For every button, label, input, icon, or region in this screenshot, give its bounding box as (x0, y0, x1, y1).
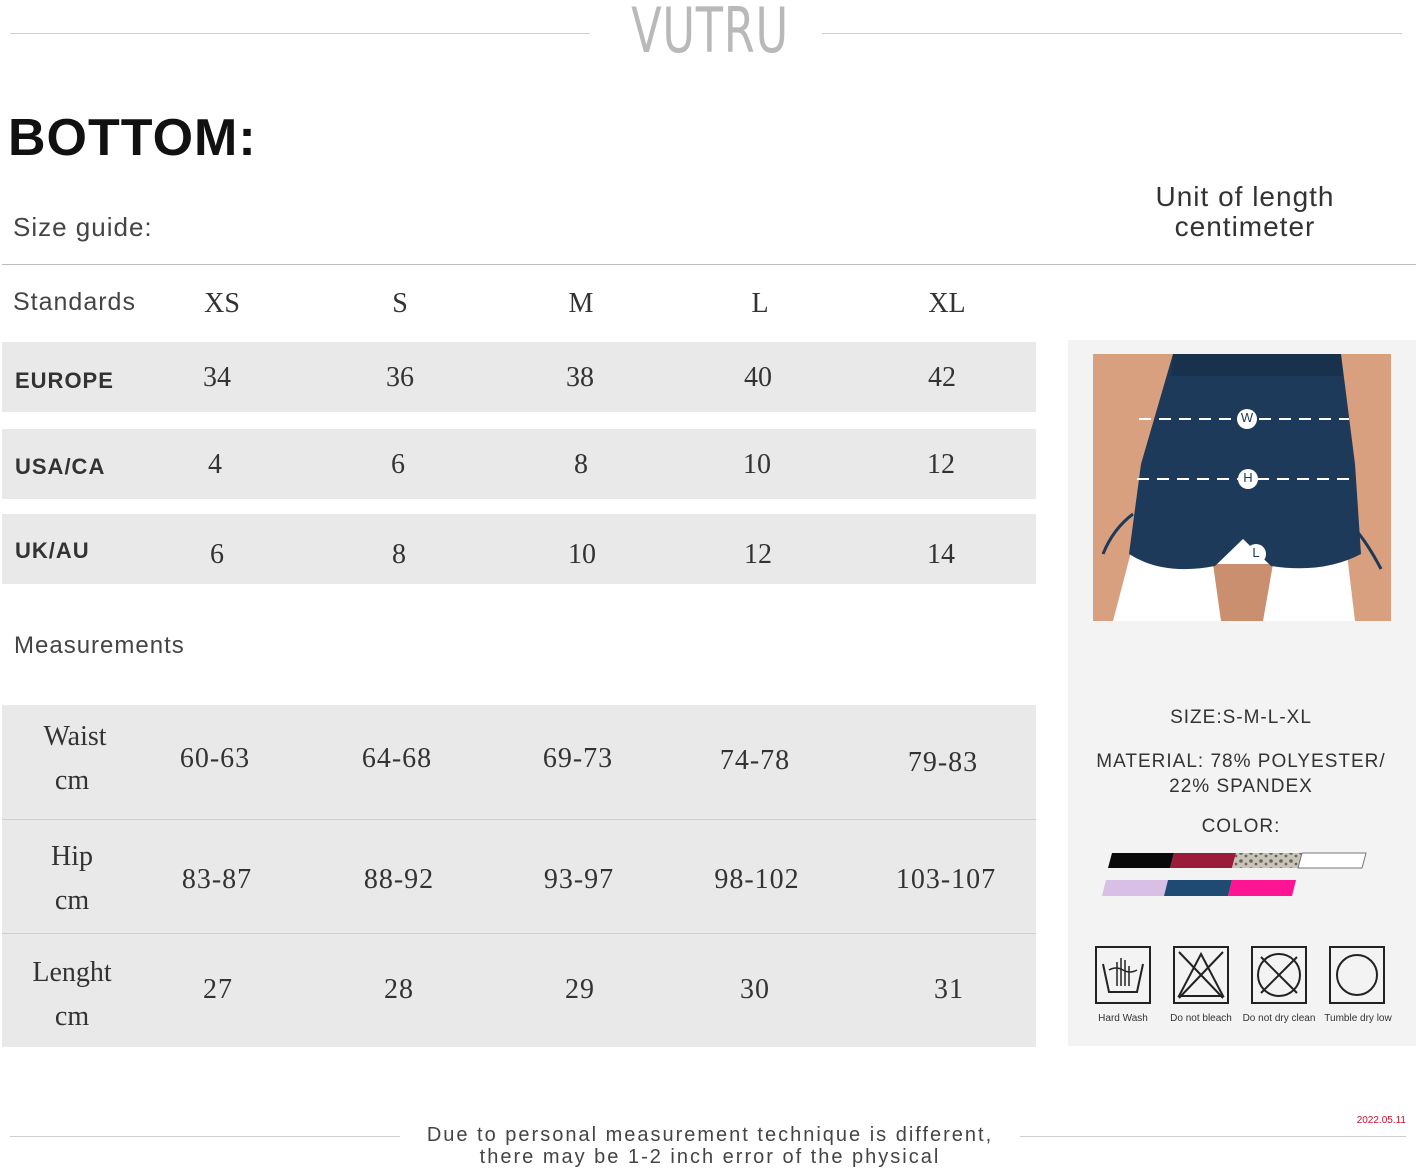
table-cell: 36 (386, 362, 414, 393)
header-rule-left (10, 33, 590, 34)
row-label: USA/CA (15, 454, 106, 479)
size-header-l: L (751, 288, 769, 319)
table-cell: 42 (928, 362, 956, 393)
swatch-pink (1228, 880, 1296, 896)
size-header-s: S (392, 288, 408, 319)
table-cell: 79-83 (907, 747, 979, 778)
section-divider (2, 264, 1416, 265)
table-cell: 31 (934, 974, 964, 1005)
header-rule-right (822, 33, 1402, 34)
table-cell: 12 (927, 449, 955, 480)
brand-logo: VUTRU (631, 0, 789, 67)
table-cell: 12 (744, 539, 772, 570)
table-cell: 30 (740, 974, 770, 1005)
swatch-burgundy (1170, 853, 1236, 868)
marker-hip: H (1243, 470, 1253, 485)
size-info: SIZE:S-M-L-XL (1170, 707, 1312, 728)
no-dry-clean-icon (1251, 946, 1307, 1004)
material-line-2: 22% SPANDEX (1169, 776, 1313, 797)
table-row-usa-ca (2, 429, 1036, 499)
tumble-dry-low-icon (1329, 946, 1385, 1004)
size-header-xs: XS (204, 288, 240, 319)
table-cell: 6 (210, 539, 224, 570)
table-cell: 40 (744, 362, 772, 393)
length-label (2, 951, 142, 1039)
measure-name: Lenght (32, 957, 112, 988)
table-cell: 14 (927, 539, 955, 570)
swatch-navy (1164, 880, 1232, 896)
measurements-label: Measurements (14, 632, 185, 659)
note-line-2: there may be 1-2 inch error of the physical (479, 1146, 941, 1168)
row-label: UK/AU (15, 538, 90, 563)
unit-line-2: centimeter (1174, 211, 1316, 242)
table-cell: 27 (203, 974, 233, 1005)
waist-label (2, 715, 142, 803)
table-cell: 28 (384, 974, 414, 1005)
unit-line-1: Unit of length (1155, 181, 1335, 212)
size-header-xl: XL (928, 288, 966, 319)
table-cell: 69-73 (542, 743, 614, 774)
color-swatches (1098, 850, 1370, 900)
measure-name: Waist (43, 721, 107, 752)
row-divider (2, 819, 1036, 820)
table-cell: 38 (566, 362, 594, 393)
unit-of-length (1100, 182, 1390, 242)
measure-name: Hip (51, 841, 93, 872)
size-guide-label: Size guide: (13, 212, 153, 242)
swatch-leopard (1232, 853, 1302, 868)
table-cell: 64-68 (361, 743, 433, 774)
measurement-note (405, 1124, 1015, 1168)
table-cell: 98-102 (714, 864, 800, 895)
color-label: COLOR: (1201, 816, 1281, 837)
no-bleach-icon (1173, 946, 1229, 1004)
table-cell: 8 (392, 539, 406, 570)
material-info (1075, 749, 1407, 799)
row-divider (2, 933, 1036, 934)
swatch-lavender (1102, 880, 1168, 896)
table-cell: 93-97 (543, 864, 615, 895)
measure-unit: cm (54, 765, 90, 796)
page-title: BOTTOM: (8, 109, 257, 167)
hip-label (2, 835, 142, 923)
table-cell: 34 (203, 362, 231, 393)
material-line-1: MATERIAL: 78% POLYESTER/ (1096, 751, 1386, 772)
table-cell: 10 (568, 539, 596, 570)
shorts-illustration (1093, 354, 1391, 621)
measurements-table (2, 705, 1036, 1047)
care-label: Do not bleach (1170, 1013, 1232, 1024)
swatch-black (1108, 853, 1174, 868)
note-line-1: Due to personal measurement technique is different, (426, 1124, 994, 1146)
row-label: EUROPE (15, 368, 114, 393)
table-cell: 74-78 (719, 745, 791, 776)
table-cell: 29 (565, 974, 595, 1005)
care-label: Do not dry clean (1242, 1013, 1316, 1024)
marker-waist: W (1240, 410, 1254, 425)
table-row-europe (2, 342, 1036, 412)
footer-rule-left (10, 1136, 400, 1137)
table-cell: 60-63 (179, 743, 251, 774)
standards-label: Standards (13, 288, 136, 316)
measure-unit: cm (54, 885, 90, 916)
size-header-m: M (568, 288, 594, 319)
table-cell: 8 (574, 449, 588, 480)
care-label: Hard Wash (1098, 1013, 1148, 1024)
table-cell: 83-87 (181, 864, 253, 895)
table-cell: 10 (743, 449, 771, 480)
table-cell: 4 (208, 449, 222, 480)
table-row-uk-au (2, 514, 1036, 584)
table-cell: 88-92 (363, 864, 435, 895)
hand-wash-icon (1095, 946, 1151, 1004)
care-label: Tumble dry low (1324, 1013, 1392, 1024)
table-cell: 6 (391, 449, 405, 480)
measure-unit: cm (54, 1001, 90, 1032)
swatch-white (1298, 853, 1366, 868)
table-cell: 103-107 (895, 864, 997, 895)
footer-rule-right (1020, 1136, 1406, 1137)
product-photo (1093, 354, 1391, 621)
date-stamp: 2022.05.11 (1356, 1115, 1406, 1126)
marker-length: L (1252, 545, 1260, 560)
